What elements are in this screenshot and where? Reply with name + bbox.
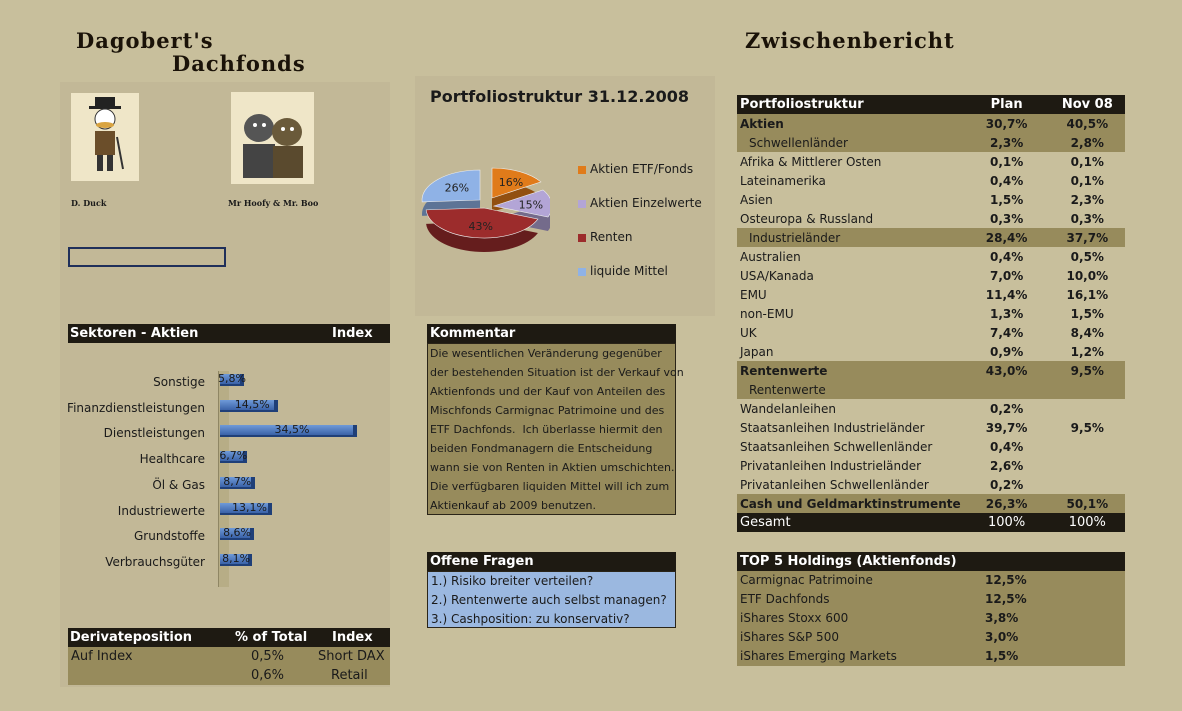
top5-row <box>740 573 1120 592</box>
pie-title: Portfoliostruktur 31.12.2008 <box>430 87 689 106</box>
portfolio-row-label: UK <box>740 325 757 340</box>
portfolio-row <box>737 475 1125 494</box>
portfolio-row-plan: 1,3% <box>989 306 1024 321</box>
portfolio-row-plan: 0,4% <box>989 249 1024 264</box>
derivate-col-2: % of Total <box>235 630 308 645</box>
top5-name: iShares Emerging Markets <box>740 649 897 663</box>
portfolio-row-nov: 50,1% <box>1066 496 1109 511</box>
sector-bar-value: 8,6% <box>223 526 252 540</box>
legend-label: liquide Mittel <box>590 264 668 278</box>
fund-title-line2: Dachfonds <box>172 51 306 76</box>
portfolio-row <box>737 342 1125 361</box>
portfolio-header-label: Portfoliostruktur <box>740 97 864 112</box>
portfolio-row-plan: 39,7% <box>985 420 1028 435</box>
portfolio-table-wrapper <box>737 95 1125 532</box>
legend-label: Aktien Einzelwerte <box>590 196 702 210</box>
fragen-header-label: Offene Fragen <box>430 554 534 569</box>
portfolio-row <box>737 247 1125 266</box>
portfolio-row-label: Schwellenländer <box>749 135 848 150</box>
pie-slice-label: 43% <box>468 219 494 233</box>
portfolio-row <box>737 152 1125 171</box>
portfolio-row-nov: 1,5% <box>1070 306 1104 321</box>
portfolio-row-plan <box>964 380 1050 399</box>
portfolio-row-plan: 0,2% <box>989 477 1024 492</box>
derivate-row-2-pct: 0,6% <box>251 668 285 683</box>
portfolio-row <box>737 361 1125 380</box>
pie-slice-label: 16% <box>498 176 524 190</box>
portfolio-row <box>737 228 1125 247</box>
kommentar-header-label: Kommentar <box>430 326 516 341</box>
top5-value: 3,8% <box>985 611 1019 625</box>
portfolio-row <box>737 323 1125 342</box>
kommentar-header <box>427 324 676 343</box>
portfolio-row-nov: 0,1% <box>1070 154 1104 169</box>
sector-bar-chart <box>68 343 390 588</box>
portfolio-row <box>737 418 1125 437</box>
legend-label: Renten <box>590 230 633 244</box>
legend-swatch-icon <box>578 200 586 208</box>
portfolio-table <box>737 95 1125 532</box>
top5-row <box>740 649 1120 668</box>
kommentar-line: ETF Dachfonds. Ich überlasse hiermit den <box>430 423 663 436</box>
derivate-row-1-index: Short DAX <box>318 649 385 664</box>
top5-row <box>740 630 1120 649</box>
sector-label: Industriewerte <box>117 503 205 518</box>
portfolio-row-nov: 0,5% <box>1070 249 1104 264</box>
kommentar-line: Die verfügbaren liquiden Mittel will ich zum <box>430 480 670 493</box>
derivate-row-1-label: Auf Index <box>71 649 133 664</box>
frage-item: 3.) Cashposition: zu konservativ? <box>431 612 630 626</box>
sectors-header <box>68 324 390 343</box>
portfolio-row-label: Privatanleihen Schwellenländer <box>740 477 929 492</box>
portfolio-row-plan: 2,3% <box>989 135 1024 150</box>
sector-bar <box>220 551 252 566</box>
portfolio-row <box>737 114 1125 133</box>
pie-chart <box>420 160 550 270</box>
portfolio-row <box>737 380 1125 399</box>
sector-label: Grundstoffe <box>133 529 205 544</box>
top5-list <box>737 571 1125 666</box>
portfolio-row-plan: 30,7% <box>985 116 1028 131</box>
portfolio-row-nov: 16,1% <box>1066 287 1109 302</box>
pie-slice-label: 26% <box>444 181 470 195</box>
frage-item: 1.) Risiko breiter verteilen? <box>431 574 594 588</box>
portfolio-row-label: Afrika & Mittlerer Osten <box>740 154 882 169</box>
top5-name: iShares Stoxx 600 <box>740 611 849 625</box>
portfolio-row-label: Staatsanleihen Industrieländer <box>740 420 925 435</box>
pie-legend <box>578 162 702 298</box>
derivate-body <box>68 647 390 685</box>
portfolio-row-plan: 7,0% <box>989 268 1024 283</box>
fragen-list <box>427 571 676 628</box>
portfolio-row-nov: 2,8% <box>1070 135 1104 150</box>
portfolio-row-plan: 0,9% <box>989 344 1024 359</box>
portfolio-row-nov <box>1050 380 1125 399</box>
sector-bar-value: 6,7% <box>219 449 248 463</box>
portfolio-row-nov <box>1050 456 1125 475</box>
portfolio-row <box>737 209 1125 228</box>
portfolio-row <box>737 133 1125 152</box>
portfolio-row-nov: 1,2% <box>1070 344 1104 359</box>
portfolio-row-nov: 10,0% <box>1066 268 1109 283</box>
top5-name: Carmignac Patrimoine <box>740 573 873 587</box>
frage-item: 2.) Rentenwerte auch selbst managen? <box>431 593 667 607</box>
portfolio-row-label: Aktien <box>740 116 784 131</box>
top5-name: ETF Dachfonds <box>740 592 830 606</box>
top5-name: iShares S&P 500 <box>740 630 839 644</box>
portfolio-row-label: EMU <box>740 287 767 302</box>
derivate-row-2-index: Retail <box>331 668 368 683</box>
portfolio-row-label: Rentenwerte <box>749 382 826 397</box>
portfolio-row-plan: 0,2% <box>989 401 1024 416</box>
portfolio-row <box>737 190 1125 209</box>
portfolio-row-nov: 40,5% <box>1066 116 1109 131</box>
kommentar-line: Aktienfonds und der Kauf von Anteilen des <box>430 385 666 398</box>
sector-bar <box>220 374 244 386</box>
sector-bar-value: 13,1% <box>232 500 267 514</box>
portfolio-row <box>737 399 1125 418</box>
derivate-header <box>68 628 390 647</box>
top5-value: 3,0% <box>985 630 1019 644</box>
portfolio-row <box>737 266 1125 285</box>
portfolio-row-plan: 100% <box>988 515 1026 530</box>
portfolio-row-plan: 7,4% <box>989 325 1024 340</box>
sector-bar-value: 5,8% <box>218 372 246 385</box>
portfolio-row-nov: 0,1% <box>1070 173 1104 188</box>
portfolio-row-label: USA/Kanada <box>740 268 814 283</box>
top5-value: 12,5% <box>985 592 1027 606</box>
sectors-header-label: Sektoren - Aktien <box>70 326 199 341</box>
managers-portrait <box>231 92 314 184</box>
portfolio-row <box>737 285 1125 304</box>
pie-legend-item <box>578 162 702 196</box>
sector-label: Finanzdienstleistungen <box>67 400 205 415</box>
legend-label: Aktien ETF/Fonds <box>590 162 694 176</box>
portfolio-row-label: Lateinamerika <box>740 173 826 188</box>
portfolio-row-label: Staatsanleihen Schwellenländer <box>740 439 933 454</box>
portfolio-row-plan: 0,4% <box>989 439 1024 454</box>
sector-bar <box>220 397 278 412</box>
legend-swatch-icon <box>578 268 586 276</box>
kommentar-line: Aktienkauf ab 2009 benutzen. <box>430 499 596 512</box>
portfolio-row-label: Asien <box>740 192 773 207</box>
sector-bar-value: 8,7% <box>223 474 252 488</box>
legend-swatch-icon <box>578 166 586 174</box>
portfolio-row-plan: 11,4% <box>985 287 1028 302</box>
top5-value: 12,5% <box>985 573 1027 587</box>
portfolio-row-plan: 26,3% <box>985 496 1028 511</box>
sector-label: Dienstleistungen <box>103 426 205 441</box>
top5-row <box>740 611 1120 630</box>
portfolio-row-label: Privatanleihen Industrieländer <box>740 458 922 473</box>
fund-title-line1: Dagobert's <box>76 28 214 53</box>
sector-bar <box>220 474 255 489</box>
portfolio-row-nov: 37,7% <box>1066 230 1109 245</box>
portfolio-row <box>737 456 1125 475</box>
duck-portrait <box>71 93 139 181</box>
portfolio-row-plan: 0,4% <box>989 173 1024 188</box>
portfolio-header-row <box>737 95 1125 114</box>
portfolio-row <box>737 171 1125 190</box>
portfolio-row-label: Wandelanleihen <box>740 401 836 416</box>
portfolio-row-nov: 9,5% <box>1070 420 1104 435</box>
derivate-col-1: Derivateposition <box>70 630 193 645</box>
kommentar-line: der bestehenden Situation ist der Verkauf von <box>430 366 684 379</box>
portfolio-header-plan: Plan <box>990 97 1023 112</box>
portfolio-row <box>737 437 1125 456</box>
kommentar-text <box>427 343 684 515</box>
kommentar-line: wann sie von Renten in Aktien umschichten. <box>430 461 675 474</box>
sector-bar <box>220 425 357 437</box>
sector-bar-value: 8,1% <box>222 551 251 565</box>
portfolio-row-plan: 28,4% <box>985 230 1028 245</box>
portfolio-row-nov: 0,3% <box>1070 211 1104 226</box>
duck-caption: D. Duck <box>71 198 107 208</box>
fragen-header <box>427 552 676 571</box>
portfolio-row-nov <box>1050 399 1125 418</box>
top5-value: 1,5% <box>985 649 1019 663</box>
kommentar-line: Die wesentlichen Veränderung gegenüber <box>430 347 662 360</box>
portfolio-row <box>737 494 1125 513</box>
derivate-row-1-pct: 0,5% <box>251 649 285 664</box>
portfolio-row-label: Industrieländer <box>749 230 841 245</box>
sector-bar <box>220 451 247 463</box>
portfolio-row-plan: 1,5% <box>989 192 1024 207</box>
sector-bar <box>220 500 272 515</box>
sector-label: Verbrauchsgüter <box>105 554 205 569</box>
portfolio-row <box>737 513 1125 532</box>
report-title: Zwischenbericht <box>745 28 955 53</box>
portfolio-row-label: Australien <box>740 249 801 264</box>
kommentar-line: beiden Fondmanagern die Entscheidung <box>430 442 653 455</box>
portfolio-row-nov: 8,4% <box>1070 325 1104 340</box>
portfolio-row-nov: 100% <box>1068 515 1106 530</box>
pie-legend-item <box>578 264 702 298</box>
pie-legend-item <box>578 230 702 264</box>
sector-bar-value: 14,5% <box>234 397 270 411</box>
portfolio-row-plan: 43,0% <box>985 363 1028 378</box>
portfolio-row-label: Rentenwerte <box>740 363 828 378</box>
portfolio-row-nov <box>1050 475 1125 494</box>
portfolio-row-label: non-EMU <box>740 306 794 321</box>
portfolio-row-nov <box>1050 437 1125 456</box>
portfolio-header-nov: Nov 08 <box>1061 97 1113 112</box>
pie-slice-label: 15% <box>518 198 544 212</box>
sector-label: Sonstige <box>153 375 205 389</box>
portfolio-row-nov: 9,5% <box>1070 363 1104 378</box>
portfolio-row-label: Osteuropa & Russland <box>740 211 874 226</box>
sector-bar <box>220 528 254 540</box>
selected-cell[interactable] <box>68 247 226 267</box>
top5-row <box>740 592 1120 611</box>
sector-label: Öl & Gas <box>152 477 205 492</box>
derivate-col-3: Index <box>332 630 373 645</box>
top5-header <box>737 552 1125 571</box>
managers-caption: Mr Hoofy & Mr. Boo <box>228 198 319 208</box>
portfolio-row <box>737 304 1125 323</box>
portfolio-row-label: Cash und Geldmarktinstrumente <box>740 496 961 511</box>
portfolio-row-plan: 0,3% <box>989 211 1024 226</box>
portfolio-row-plan: 0,1% <box>989 154 1024 169</box>
legend-swatch-icon <box>578 234 586 242</box>
pie-legend-item <box>578 196 702 230</box>
sector-label: Healthcare <box>139 452 205 467</box>
kommentar-line: Mischfonds Carmignac Patrimoine und des <box>430 404 665 417</box>
portfolio-row-nov: 2,3% <box>1070 192 1104 207</box>
sectors-index-label: Index <box>332 326 373 341</box>
portfolio-row-label: Japan <box>740 344 774 359</box>
portfolio-row-label: Gesamt <box>740 515 791 530</box>
portfolio-row-plan: 2,6% <box>989 458 1024 473</box>
top5-header-label: TOP 5 Holdings (Aktienfonds) <box>740 554 957 569</box>
sector-bar-value: 34,5% <box>274 423 310 437</box>
